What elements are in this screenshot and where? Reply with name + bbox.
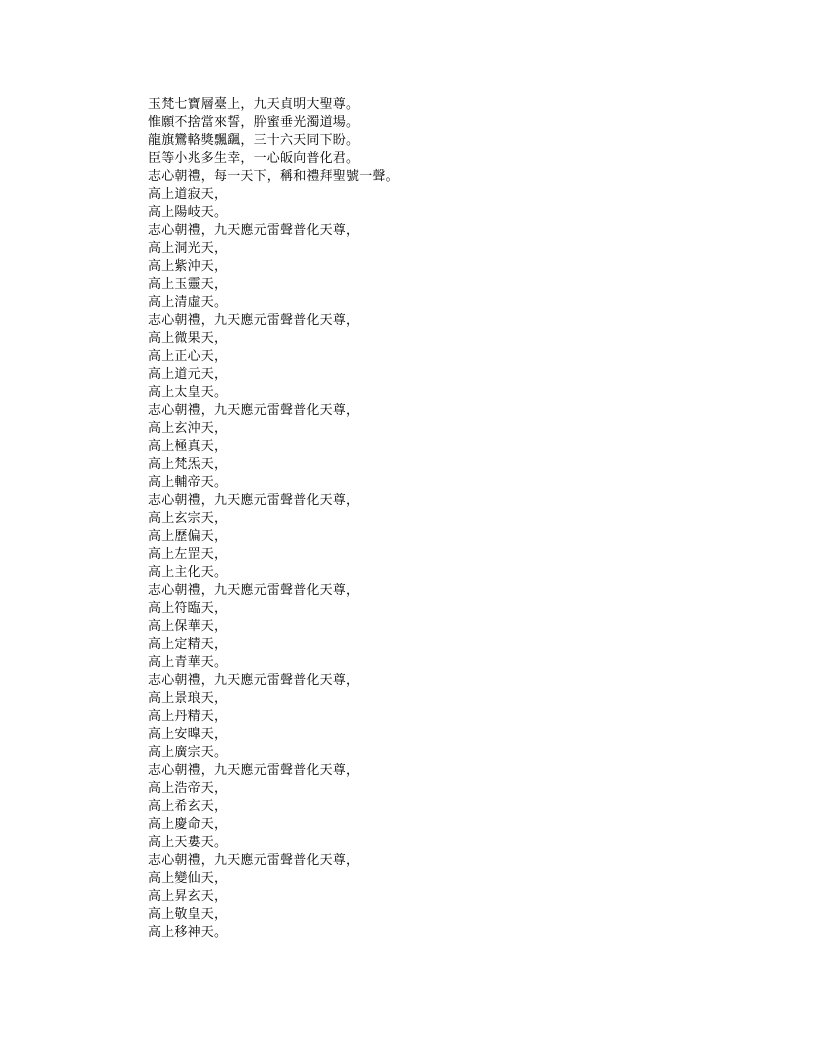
text-line: 高上左罡天， xyxy=(148,547,228,562)
text-line: 高上紫沖天， xyxy=(148,259,228,274)
text-line: 高上浩帝天， xyxy=(148,781,228,796)
text-line: 高上道元天， xyxy=(148,367,228,382)
text-line: 高上昇玄天， xyxy=(148,889,228,904)
text-line: 臣等小兆多生幸，一心皈向普化君。 xyxy=(148,151,360,166)
text-line: 高上極真天， xyxy=(148,439,228,454)
text-line: 志心朝禮，九天應元雷聲普化天尊， xyxy=(148,673,360,688)
text-line: 高上陽岐天。 xyxy=(148,205,228,220)
text-line: 志心朝禮，九天應元雷聲普化天尊， xyxy=(148,223,360,238)
text-line: 高上玉靈天， xyxy=(148,277,228,292)
text-line: 高上輔帝天。 xyxy=(148,475,228,490)
text-line: 志心朝禮，九天應元雷聲普化天尊， xyxy=(148,313,360,328)
text-line: 龍旗鸞輅獎飄颻，三十六天同下盼。 xyxy=(148,133,360,148)
text-line: 高上敬皇天， xyxy=(148,907,228,922)
text-line: 高上主化天。 xyxy=(148,565,228,580)
text-line: 高上玄沖天， xyxy=(148,421,228,436)
text-line: 高上梵炁天， xyxy=(148,457,228,472)
text-line: 高上天婁天。 xyxy=(148,835,228,850)
text-line: 高上移神天。 xyxy=(148,925,228,940)
document-text-block xyxy=(148,96,399,942)
text-line: 高上太皇天。 xyxy=(148,385,228,400)
text-line: 高上安曍天， xyxy=(148,727,228,742)
text-line: 志心朝禮，九天應元雷聲普化天尊， xyxy=(148,763,360,778)
text-line: 高上符臨天， xyxy=(148,601,228,616)
text-line: 高上微果天， xyxy=(148,331,228,346)
text-line: 志心朝禮，九天應元雷聲普化天尊， xyxy=(148,853,360,868)
text-line: 高上定精天， xyxy=(148,637,228,652)
text-line: 高上洞光天， xyxy=(148,241,228,256)
text-line: 惟願不捨當來誓，肸蜜垂光濁道場。 xyxy=(148,115,360,130)
text-line: 志心朝禮，九天應元雷聲普化天尊， xyxy=(148,493,360,508)
text-line: 高上希玄天， xyxy=(148,799,228,814)
text-line: 高上青華天。 xyxy=(148,655,228,670)
text-line: 高上正心天， xyxy=(148,349,228,364)
text-line: 玉梵七寶層臺上，九天貞明大聖尊。 xyxy=(148,97,360,112)
text-line: 高上廣宗天。 xyxy=(148,745,228,760)
text-line: 高上玄宗天， xyxy=(148,511,228,526)
text-line: 高上清虛天。 xyxy=(148,295,228,310)
text-line: 高上慶命天， xyxy=(148,817,228,832)
text-line: 高上景琅天， xyxy=(148,691,228,706)
text-line: 志心朝禮，九天應元雷聲普化天尊， xyxy=(148,403,360,418)
text-line: 高上丹精天， xyxy=(148,709,228,724)
text-line: 高上保華天， xyxy=(148,619,228,634)
text-line: 高上變仙天， xyxy=(148,871,228,886)
text-line: 志心朝禮，每一天下，稱和禮拜聖號一聲。 xyxy=(148,169,399,184)
text-line: 志心朝禮，九天應元雷聲普化天尊， xyxy=(148,583,360,598)
text-line: 高上歷偏天， xyxy=(148,529,228,544)
text-line: 高上道寂天， xyxy=(148,187,228,202)
